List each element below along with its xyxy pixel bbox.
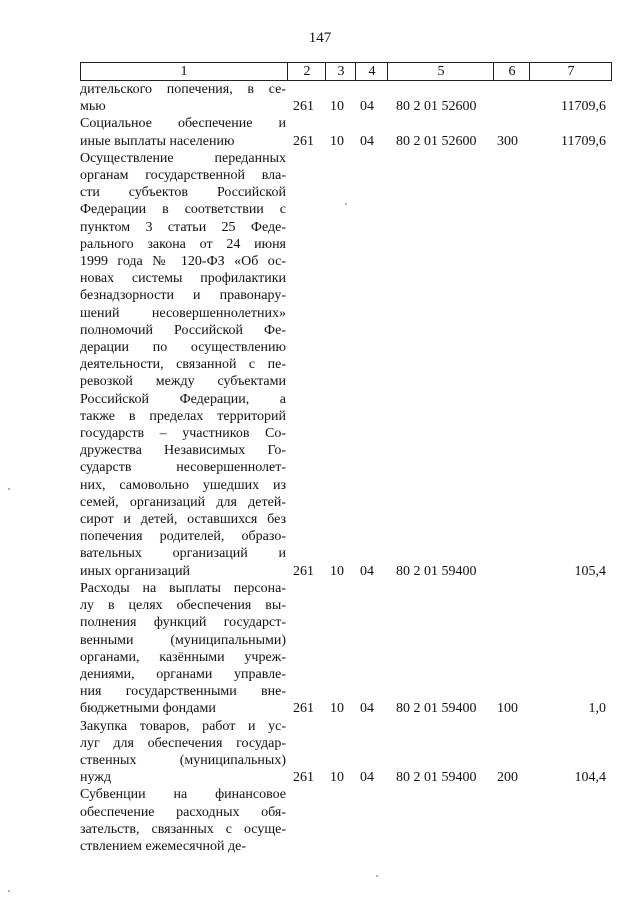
description-line: шений несовершеннолетних» [80,305,286,321]
code-col-4: 04 [360,99,374,115]
description-line: рального закона от 24 июня [80,236,286,252]
description-line: ственных (муниципальных) [80,752,286,768]
code-col-2: 261 [293,99,314,115]
page-number: 147 [308,30,332,46]
header-col-4: 4 [355,63,388,80]
amount-col-7: 1,0 [588,701,606,717]
header-col-7: 7 [529,63,612,80]
table-row [80,786,612,855]
row-values [80,563,612,580]
code-col-2: 261 [293,701,314,717]
description-line: иные выплаты населению [80,133,235,149]
description-line: государств – участников Со- [80,426,286,442]
code-col-2: 261 [293,770,314,786]
code-col-6: 300 [497,133,518,149]
description-line: них, самовольно ушедших из [80,477,286,493]
code-col-5: 80 2 01 52600 [396,133,477,149]
row-values [80,98,612,115]
description-line: нужд [80,770,112,786]
table-row [80,115,612,149]
header-col-6: 6 [493,63,530,80]
description-line: Федерации в соответствии с [80,202,286,218]
description-line: луг для обеспечения государ- [80,735,286,751]
description-line: мью [80,99,106,115]
description-line: ствлением ежемесячной де- [80,838,247,854]
description-line: зательств, связанных с осуще- [80,821,286,837]
table-row [80,580,612,718]
description-line: иных организаций [80,563,191,579]
description-line: Расходы на выплаты персона- [80,580,286,596]
budget-table [80,62,612,855]
description-line: полномочий Российской Фе- [80,322,286,338]
description-line: также в пределах территорий [80,408,286,424]
amount-col-7: 11709,6 [561,99,606,115]
header-col-2: 2 [287,63,326,80]
amount-col-7: 105,4 [574,563,606,579]
description-line: Закупка товаров, работ и ус- [80,718,286,734]
description-line: полнения функций государст- [80,615,286,631]
description-line: семей, организаций для детей- [80,494,286,510]
description-line: сти субъектов Российской [80,185,286,201]
code-col-5: 80 2 01 59400 [396,701,477,717]
code-col-3: 10 [330,99,344,115]
description-line: безнадзорности и правонару- [80,288,286,304]
description-line: новах системы профилактики [80,271,286,287]
code-col-6: 100 [497,701,518,717]
description-line: Субвенции на финансовое [80,787,286,803]
code-col-3: 10 [330,770,344,786]
description-line: дерации по осуществлению [80,340,286,356]
scan-speck [8,488,10,490]
row-values [80,700,612,717]
scan-speck [8,890,10,892]
table-row [80,81,612,115]
code-col-4: 04 [360,770,374,786]
description-line: пунктом 3 статьи 25 Феде- [80,219,286,235]
row-values [80,133,612,150]
description-line: дениями, органами управле- [80,666,286,682]
description-line: сирот и детей, оставшихся без [80,512,286,528]
amount-col-7: 104,4 [574,770,606,786]
table-body [80,81,612,855]
code-col-3: 10 [330,133,344,149]
row-description [80,580,286,718]
description-line: лу в целях обеспечения вы- [80,598,286,614]
description-line: органами, казёнными учреж- [80,649,286,665]
table-row [80,718,612,787]
code-col-5: 80 2 01 52600 [396,99,477,115]
amount-col-7: 11709,6 [561,133,606,149]
table-header [80,62,612,81]
row-values [80,838,612,855]
header-col-3: 3 [325,63,356,80]
description-line: ревозкой между субъектами [80,374,286,390]
description-line: сударств несовершеннолет- [80,460,286,476]
code-col-4: 04 [360,563,374,579]
code-col-4: 04 [360,701,374,717]
description-line: ния государственными вне- [80,684,286,700]
table-row [80,150,612,580]
header-col-1: 1 [180,64,188,79]
description-line: Российской Федерации, а [80,391,286,407]
description-line: попечения родителей, образо- [80,529,286,545]
scan-speck [376,875,378,877]
description-line: дружества Независимых Го- [80,443,286,459]
description-line: бюджетными фондами [80,701,216,717]
code-col-3: 10 [330,563,344,579]
description-line: деятельности, связанной с пе- [80,357,286,373]
description-line: обеспечение расходных обя- [80,804,286,820]
code-col-5: 80 2 01 59400 [396,563,477,579]
description-line: Осуществление переданных [80,150,286,166]
code-col-4: 04 [360,133,374,149]
row-description [80,150,286,580]
description-line: вательных организаций и [80,546,286,562]
description-line: 1999 года № 120-ФЗ «Об ос- [80,254,286,270]
description-line: Социальное обеспечение и [80,116,286,132]
header-col-5: 5 [387,63,494,80]
code-col-6: 200 [497,770,518,786]
code-col-5: 80 2 01 59400 [396,770,477,786]
code-col-2: 261 [293,563,314,579]
row-values [80,769,612,786]
code-col-3: 10 [330,701,344,717]
description-line: органам государственной вла- [80,168,286,184]
description-line: дительского попечения, в се- [80,82,286,97]
scan-speck [345,203,347,205]
code-col-2: 261 [293,133,314,149]
description-line: венными (муниципальными) [80,632,286,648]
